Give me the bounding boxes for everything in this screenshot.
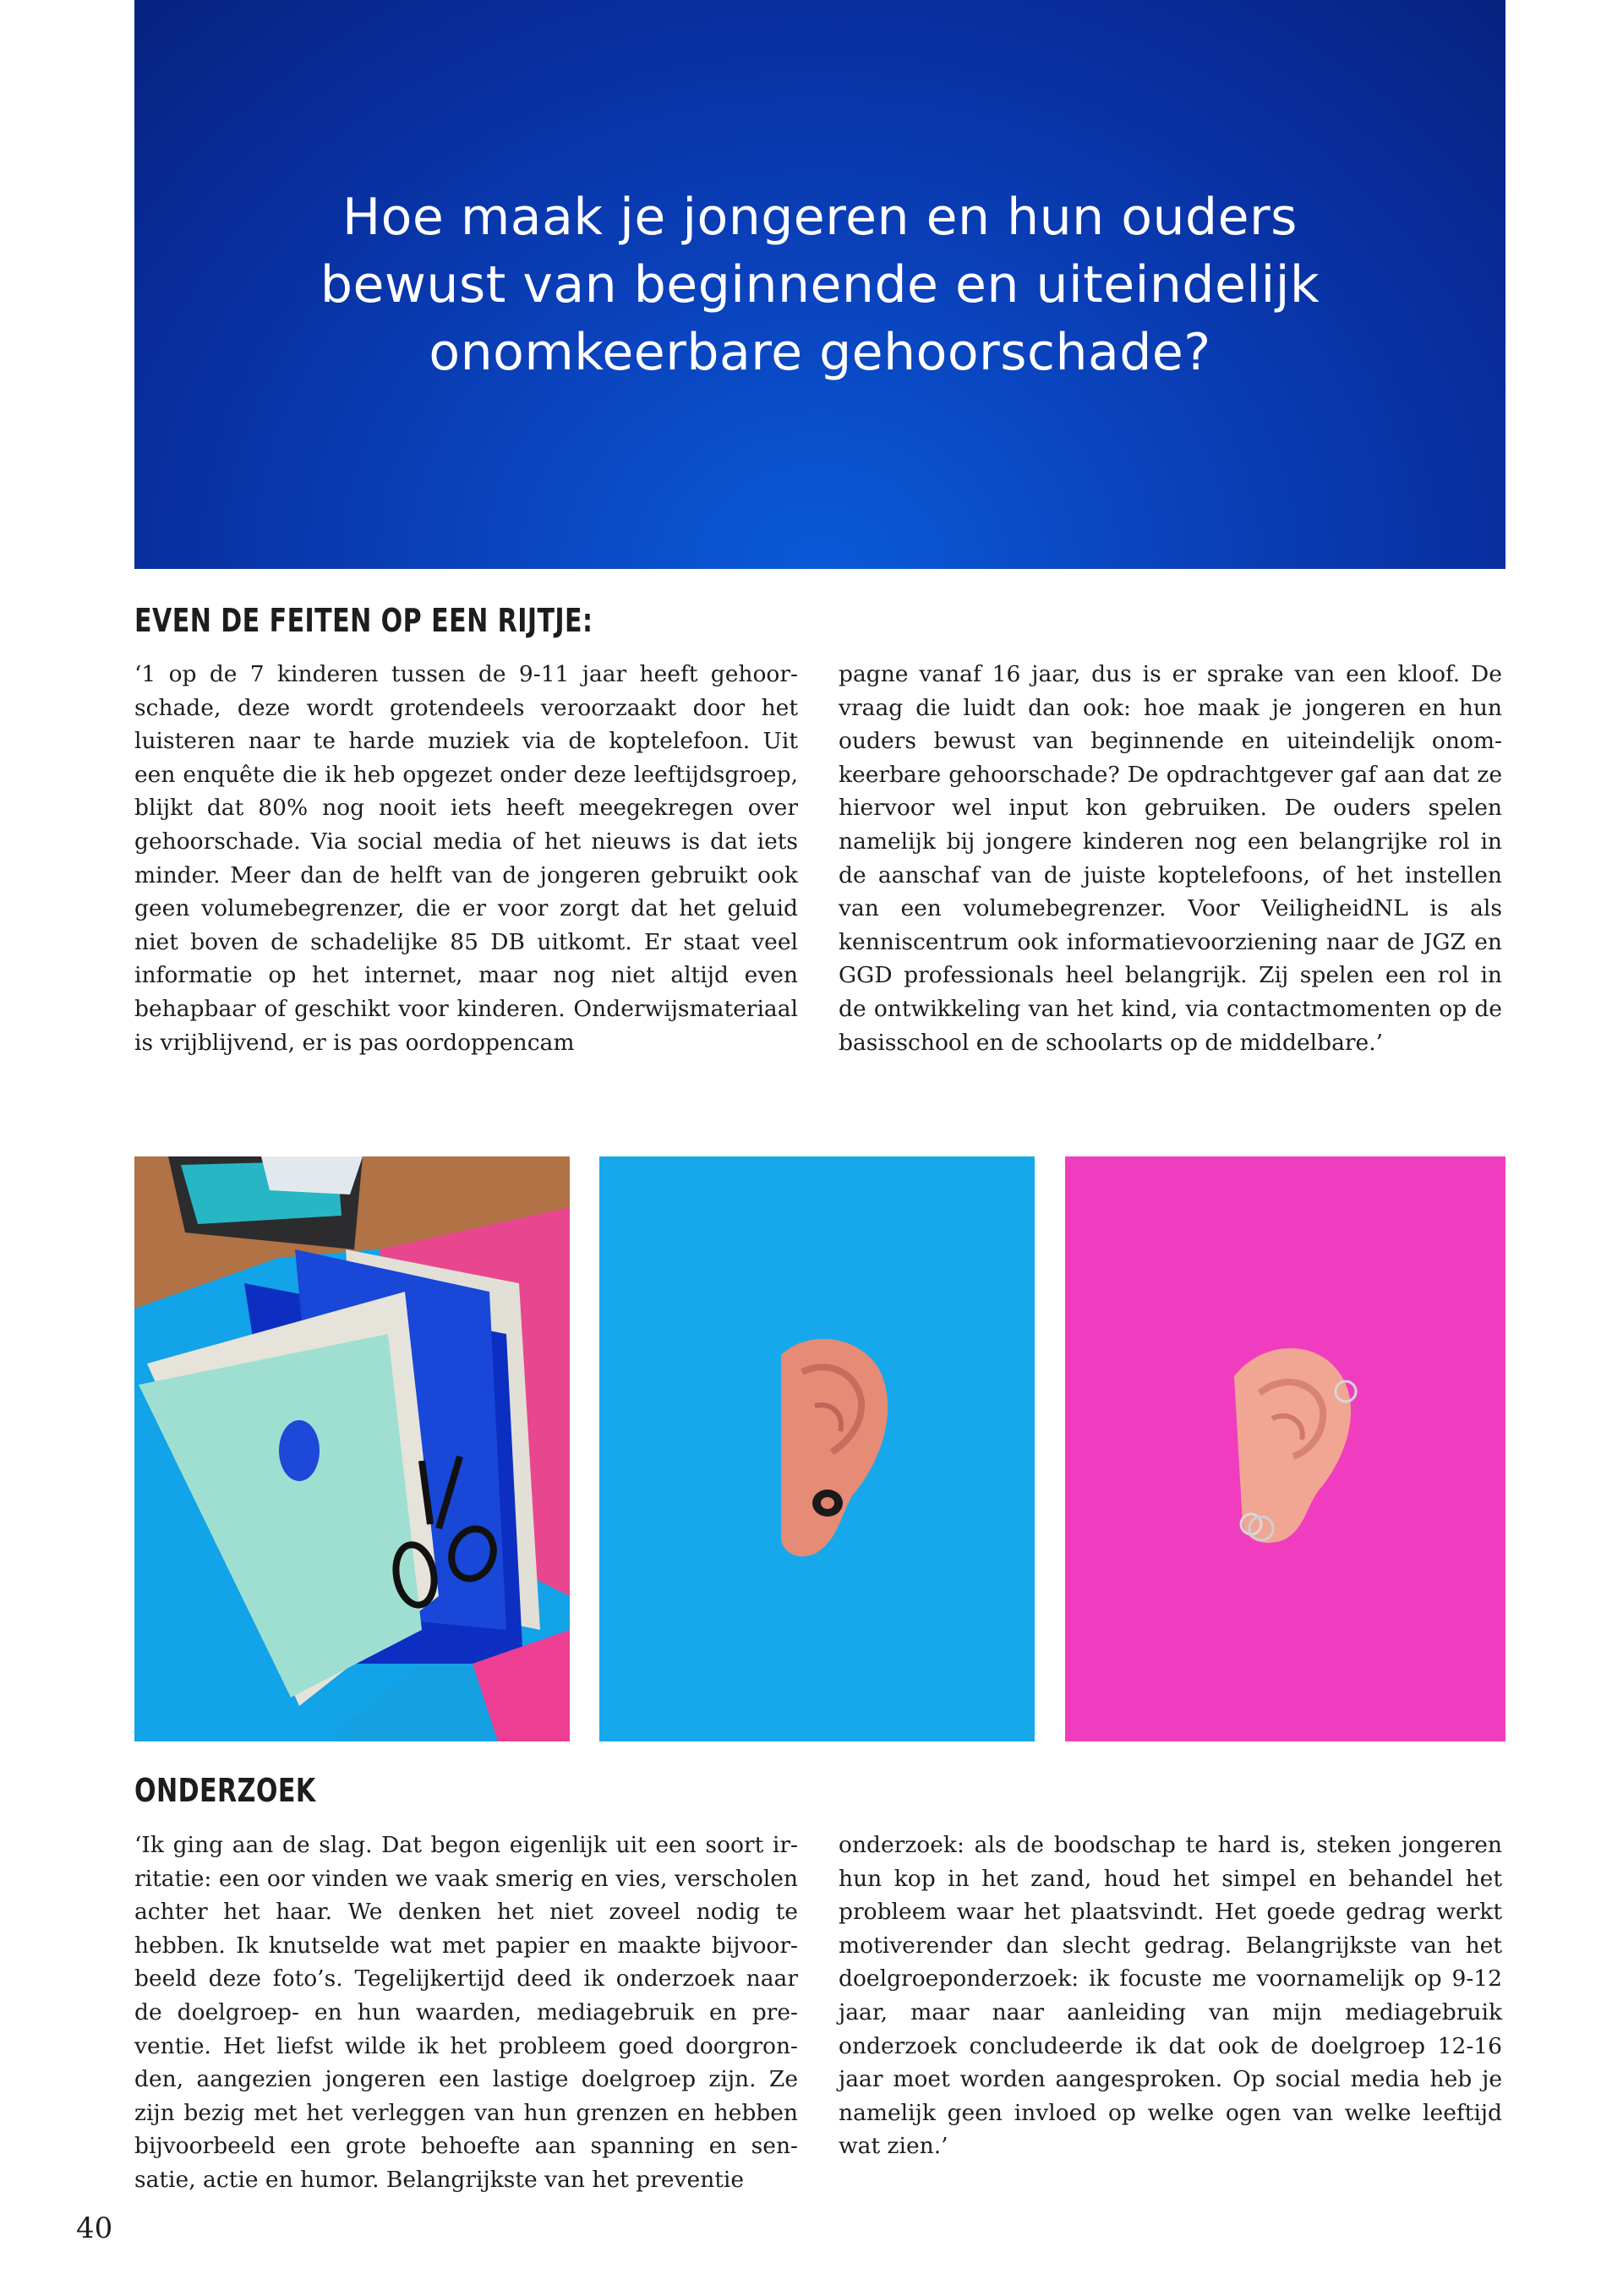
title-line-3: onomkeerbare gehoorschade?: [429, 322, 1211, 382]
title-line-2: bewust van beginnende en uiteindelijk: [320, 254, 1320, 314]
research-column-left: ‘Ik ging aan de slag. Dat begon eigenlijk uit een soort irritatie: een oor vinden we vaak smerig en vies, verscholen achter het haar. We denken het niet zoveel nodig te hebben. Ik knutselde wat met papier en maakte bijvoorbeeld deze foto’s. Tegelijkertijd deed ik onderzoek naar de doelgroep- en hun waarden, mediagebruik en preventie. Het liefst wilde ik het probleem goed doorgronden, aangezien jongeren een lastige doelgroep zijn. Ze zijn bezig met het verleggen van hun grenzen en hebben bijvoorbeeld een grote behoefte aan spanning en sensatie, actie en humor. Belangrijkste van het preventie: [134, 1832, 798, 2193]
ear-blue-image: [599, 1156, 1035, 1741]
facts-column-left: ‘1 op de 7 kinderen tussen de 9-11 jaar heeft gehoorschade, deze wordt grotendeels veroorzaakt door het luisteren naar te harde muziek via de koptelefoon. Uit een enquête die ik heb opgezet onder deze leeftijdsgroep, blijkt dat 80% nog nooit iets heeft meegekregen over gehoorschade. Via social media of het nieuws is dat iets minder. Meer dan de helft van de jongeren gebruikt ook geen volumebegrenzer, die er voor zorgt dat het geluid niet boven de schadelijke 85 DB uitkomt. Er staat veel informatie op het internet, maar nog niet altijd even behapbaar of geschikt voor kinderen. Onderwijsmateriaal is vrijblijvend, er is pas oordoppencam: [134, 661, 798, 1056]
title-line-1: Hoe maak je jongeren en hun ouders: [342, 187, 1298, 247]
research-column-right: onderzoek: als de boodschap te hard is, steken jongeren hun kop in het zand, houd het simpel en behandel het probleem waar het plaatsvindt. Het goede gedrag werkt motiverender dan slecht gedrag. Belangrijkste van het doelgroeponderzoek: ik focuste me voornamelijk op 9-12 jaar, maar naar aanleiding van mijn mediagebruik onderzoek concludeerde ik dat ook de doelgroep 12-16 jaar moet worden aangesproken. Op social media heb je namelijk geen invloed op welke ogen van welke leeftijd wat zien.’: [839, 1832, 1502, 2160]
facts-column-right: pagne vanaf 16 jaar, dus is er sprake van een kloof. De vraag die luidt dan ook: hoe maak je jongeren en hun ouders bewust van beginnende en uiteindelijk onomkeerbare gehoorschade? De opdrachtgever gaf aan dat ze hiervoor wel input kon gebruiken. De ouders spelen namelijk bij jongere kinderen nog een belangrijke rol in de aanschaf van de juiste koptelefoons, of het instellen van een volumebegrenzer. Voor VeiligheidNL is als kenniscentrum ook informatievoorziening naar de JGZ en GGD professionals heel belangrijk. Zij spelen een rol in de ontwikkeling van het kind, via contactmomenten op de basisschool en de schoolarts op de middelbare.’: [839, 661, 1502, 1056]
title-banner: [134, 0, 1506, 569]
ear-pink-image: [1065, 1156, 1506, 1741]
page-number: 40: [76, 2211, 113, 2245]
paper-collage-image: [134, 1156, 570, 1741]
photo-ear-blue: [599, 1156, 1035, 1741]
photo-paper-collage: [134, 1156, 570, 1741]
page-title: [320, 183, 1320, 386]
section-heading-facts: EVEN DE FEITEN OP EEN RIJTJE:: [134, 602, 593, 639]
section-heading-research: ONDERZOEK: [134, 1772, 316, 1809]
photo-ear-pink: [1065, 1156, 1506, 1741]
